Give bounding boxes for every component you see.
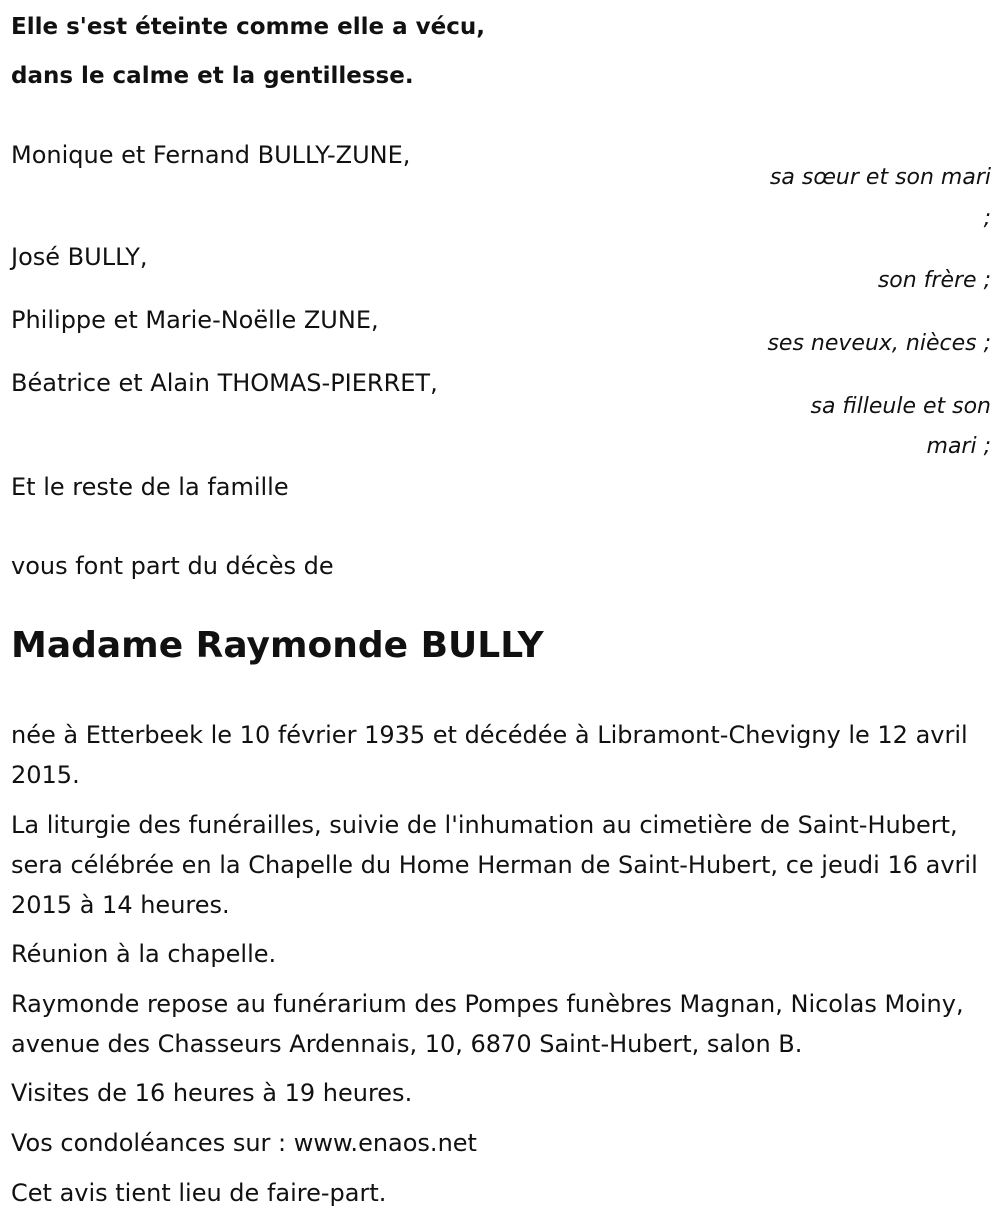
deceased-name: Madame Raymonde BULLY [11,625,544,666]
family-member-relation: son frère ; [877,268,991,293]
family-member-name: Béatrice et Alain THOMAS-PIERRET, [11,369,438,397]
visits-paragraph: Visites de 16 heures à 19 heures. [11,1079,413,1107]
family-member-relation-cont: mari ; [926,434,991,459]
family-member-relation: sa sœur et son mari [769,165,991,190]
rest-of-family: Et le reste de la famille [11,473,289,501]
birth-death-paragraph: née à Etterbeek le 10 février 1935 et décédée à Libramont-Chevigny le 12 avril 2015. [11,721,968,789]
family-member-relation-cont: ; [983,206,991,231]
funeral-paragraph: La liturgie des funérailles, suivie de l'inhumation au cimetière de Saint-Hubert, sera célébrée en la Chapelle du Home Herman de Saint-Hubert, ce jeudi 16 avril 2015 à 14 heures. [11,811,978,919]
epitaph-line-1: Elle s'est éteinte comme elle a vécu, [11,14,485,40]
family-member-name: Monique et Fernand BULLY-ZUNE, [11,141,411,169]
notice-paragraph: Cet avis tient lieu de faire-part. [11,1179,387,1207]
family-member-relation: sa filleule et son [810,394,991,419]
funerarium-paragraph: Raymonde repose au funérarium des Pompes funèbres Magnan, Nicolas Moiny, avenue des Chasseurs Ardennais, 10, 6870 Saint-Hubert, salon B. [11,990,964,1058]
condolences-paragraph: Vos condoléances sur : www.enaos.net [11,1129,477,1157]
epitaph-line-2: dans le calme et la gentillesse. [11,63,414,89]
family-member-name: Philippe et Marie-Noëlle ZUNE, [11,306,379,334]
family-member-relation: ses neveux, nièces ; [767,331,991,356]
family-member-name: José BULLY, [11,243,148,271]
announcement: vous font part du décès de [11,552,334,580]
obituary-notice [11,0,991,1227]
meeting-paragraph: Réunion à la chapelle. [11,940,277,968]
